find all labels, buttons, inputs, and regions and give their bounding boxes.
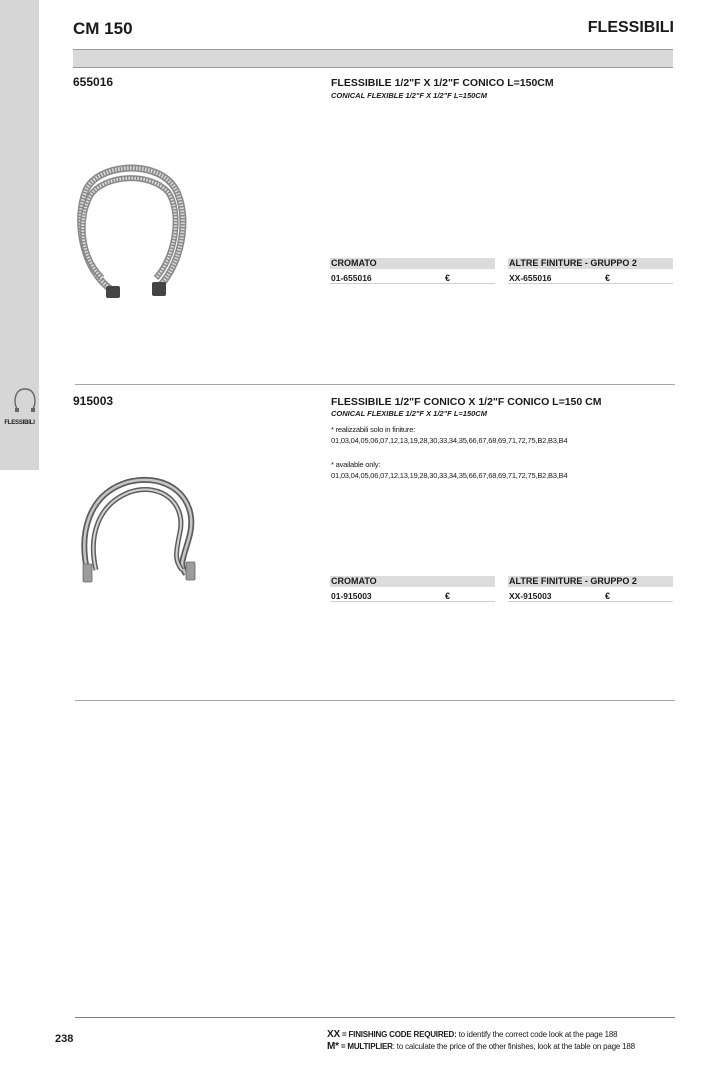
- smooth-silver-hose-icon: [78, 474, 202, 588]
- legend-key: XX: [327, 1029, 340, 1040]
- legend-equals: =: [338, 1042, 348, 1051]
- legend-text: : to calculate the price of the other finishes, look at the table on page 188: [392, 1042, 635, 1051]
- table-row: [508, 272, 673, 284]
- footer-legend-xx: [327, 1029, 617, 1040]
- finish-note-label: * realizzabili solo in finiture:: [331, 425, 416, 434]
- price-currency: €: [605, 273, 611, 283]
- product-subtitle: CONICAL FLEXIBLE 1/2"F X 1/2"F L=150CM: [331, 91, 487, 100]
- page-header-right: FLESSIBILI: [587, 19, 674, 36]
- table-row: [330, 272, 495, 284]
- section-divider: [75, 700, 675, 701]
- finish-note-codes: 01,03,04,05,06,07,12,13,19,28,30,33,34,35,66,67,68,69,71,72,75,B2,B3,B4: [331, 471, 568, 480]
- article-code: XX-915003: [509, 591, 552, 601]
- product-code: 915003: [73, 394, 114, 408]
- footer-divider: [75, 1017, 675, 1018]
- product-code: 655016: [73, 75, 114, 89]
- table-header: CROMATO: [330, 258, 495, 269]
- price-currency: €: [445, 591, 451, 601]
- header-band: [73, 49, 673, 68]
- article-code: 01-915003: [331, 591, 372, 601]
- section-divider: [75, 384, 675, 385]
- hose-icon: [11, 385, 39, 415]
- legend-label: FINISHING CODE REQUIRED:: [348, 1030, 457, 1039]
- legend-key: M*: [327, 1041, 339, 1052]
- table-row: [508, 590, 673, 602]
- table-header: CROMATO: [330, 576, 495, 587]
- price-currency: €: [445, 273, 451, 283]
- finish-note-codes: 01,03,04,05,06,07,12,13,19,28,30,33,34,35,66,67,68,69,71,72,75,B2,B3,B4: [331, 436, 568, 445]
- article-code: XX-655016: [509, 273, 552, 283]
- finish-note-label: * available only:: [331, 460, 381, 469]
- product-title: FLESSIBILE 1/2"F CONICO X 1/2"F CONICO L=150 CM: [331, 396, 602, 408]
- spiral-metal-hose-icon: [72, 160, 194, 308]
- page-header-left: CM 150: [73, 19, 133, 38]
- price-currency: €: [605, 591, 611, 601]
- table-header: ALTRE FINITURE - GRUPPO 2: [508, 258, 673, 269]
- legend-label: MULTIPLIER: [347, 1042, 393, 1051]
- sidebar-label: FLESSIBILI: [4, 420, 35, 426]
- product-title: FLESSIBILE 1/2"F X 1/2"F CONICO L=150CM: [331, 77, 554, 89]
- footer-legend-m: [327, 1041, 635, 1052]
- legend-equals: =: [339, 1030, 349, 1039]
- product-subtitle: CONICAL FLEXIBLE 1/2"F X 1/2"F L=150CM: [331, 409, 487, 418]
- article-code: 01-655016: [331, 273, 372, 283]
- page-number: 238: [55, 1033, 74, 1045]
- legend-text: to identify the correct code look at the page 188: [456, 1030, 618, 1039]
- table-row: [330, 590, 495, 602]
- table-header: ALTRE FINITURE - GRUPPO 2: [508, 576, 673, 587]
